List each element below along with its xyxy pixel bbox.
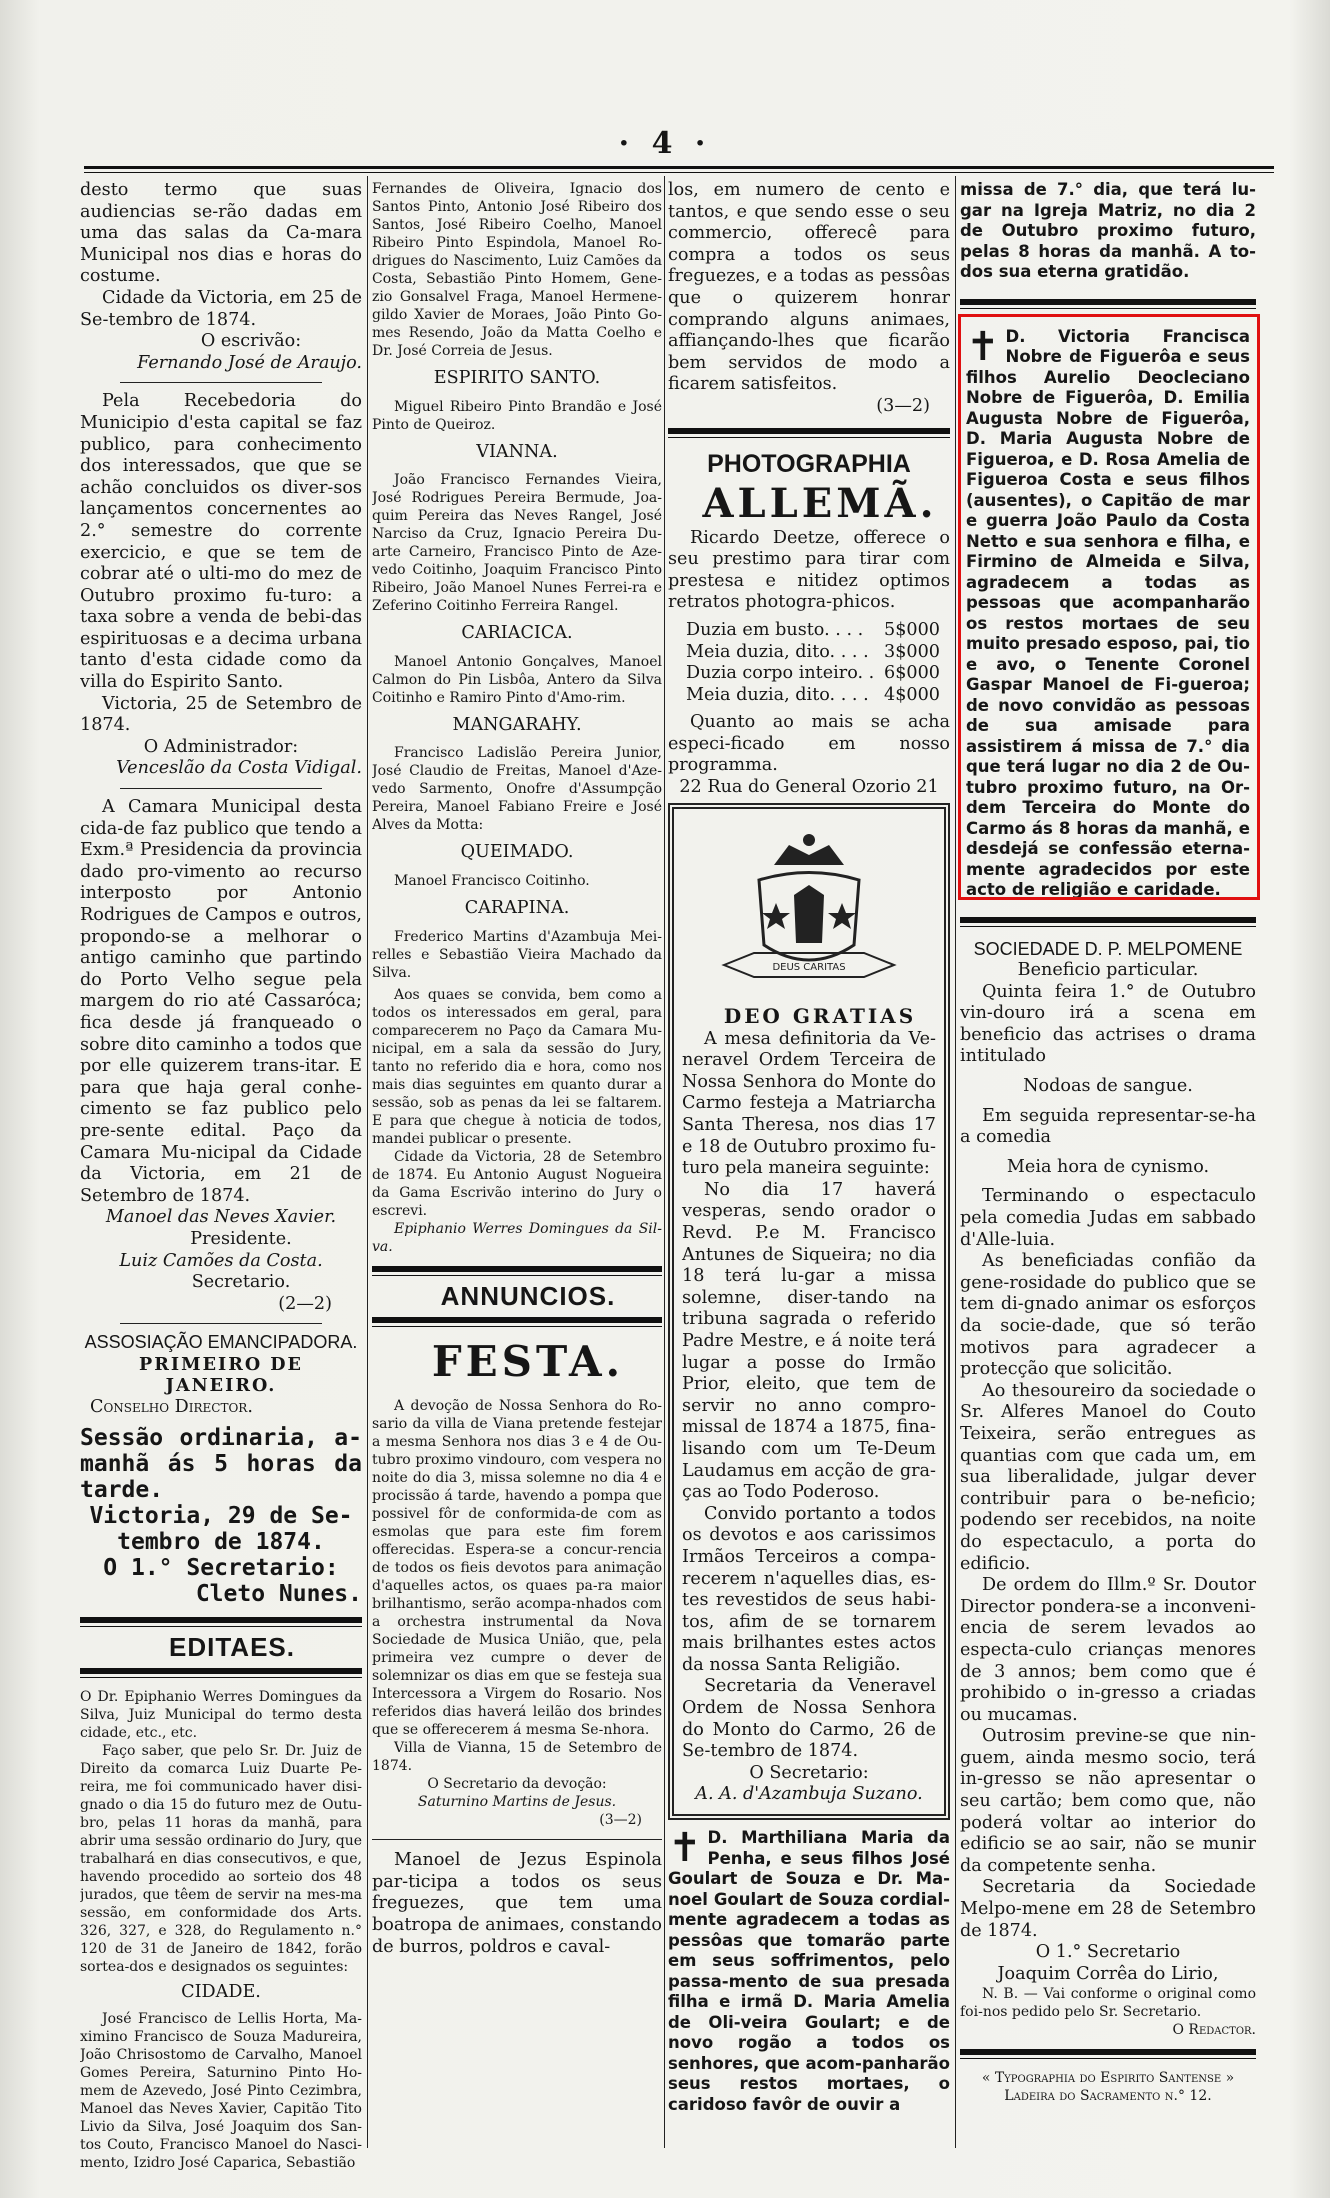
signature-title: O Administrador: [143, 736, 299, 757]
signature-title: O Secretario: [749, 1762, 869, 1783]
signature-name: Epiphanio Werres Domingues da Sil-va. [372, 1220, 662, 1255]
text-paragraph: Aos quaes se convida, bem como a todos os interessados em geral, para comparecerem no Paço da Camara Mu-nicipal, em a sala da sessão do Jury, tanto no referido dia e hora, como nos mais dias seguintes em quanto durar a sessão, sob as penas da lei se faltarem. E para que chegue à noticia de todos, mandei publicar o presente. [372, 986, 662, 1147]
issue-count: (2—2) [278, 1293, 332, 1314]
cross-icon: ✝ [668, 1825, 702, 1872]
text-paragraph: Frederico Martins d'Azambuja Mei-relles e Sebastião Vieira Machado da Silva. [372, 928, 662, 981]
divider [120, 382, 322, 383]
column-1 [80, 180, 362, 2172]
text-paragraph: De ordem do Illm.º Sr. Doutor Director pondera-se a inconveni-encia de serem levados ao especta-culo crianças menores de 3 annos; bem como que é prohibido o in-gresso a criadas ou mucamas. [960, 1575, 1256, 1725]
board-label: Conselho Director. [90, 1397, 253, 1418]
meeting-date: Victoria, 29 de Se-tembro de 1874. [89, 1502, 353, 1555]
festa-title: FESTA. [431, 1337, 625, 1387]
column-rule [664, 176, 665, 2148]
text-paragraph: Em seguida representar-se-ha a comedia [960, 1105, 1256, 1148]
society-subtitle: Beneficio particular. [1017, 960, 1199, 981]
signature-name: Saturnino Martins de Jesus. [417, 1794, 617, 1811]
text-paragraph: Secretaria da Veneravel Ordem de Nossa Senhora do Monto do Carmo, 26 de Se-tembro de 1874. [682, 1676, 936, 1762]
printer-address: Ladeira do Sacramento n.° 12. [1004, 2088, 1212, 2105]
text-paragraph: desto termo que suas audiencias se-rão dadas em uma das salas da Ca-mara Municipal nos dias e horas do costume. [80, 180, 362, 287]
editor-note: N. B. — Vai conforme o original como foi-nos pedido pelo Sr. Secretario. [960, 1986, 1256, 2021]
district-heading: VIANNA. [476, 441, 558, 462]
printer-name: « Typographia do Espirito Santense » [981, 2070, 1235, 2087]
obituary-figueroa: ✝ D. Victoria Francisca Nobre de Figuerôa e seus filhos Aurelio Deocleciano Nobre de Figuerôa, D. Emilia Augusta Nobre de Figuerôa, D. Maria Augusta Nobre de Figueroa, e D. Rosa Amelia de Figueroa Costa e seus filhos (ausentes), o Capitão de mar e guerra João Paulo da Costa Netto e sua senhora e filha, e Firmino de Almeida e Silva, agradecem a todas as pessoas que acompanharão os restos mortaes de seu muito presado esposo, pai, tio e avo, o Tenente Coronel Gaspar Manoel de Fi-gueroa; de novo convidão as pessoas de sua amisade para assistirem á missa de 7.° dia que terá lugar no dia 2 de Ou-tubro proximo futuro, na Or-dem Terceira do Monte do Carmo ás 8 horas da manhã, e desdejá se confessão eterna-mente agradecidos por este acto de religião e caridade. [966, 323, 1250, 899]
text-paragraph: Francisco Ladislão Pereira Junior, José Claudio de Freitas, Manoel d'Aze-vedo Sarmento, Onofre d'Assumpção Pereira, Manoel Fabiano Freire e José Alves da Motta: [372, 745, 662, 834]
play-title: Meia hora de cynismo. [1006, 1156, 1210, 1177]
price-row [668, 685, 950, 707]
price-item: Duzia corpo inteiro. . [686, 663, 875, 684]
page-number: · 4 · [618, 126, 712, 161]
text-paragraph: Villa de Vianna, 15 de Setembro de 1874. [372, 1740, 662, 1775]
highlight-box [958, 314, 1260, 900]
text-paragraph: As beneficiadas confião da gene-rosidade do publico que se tem di-gnado animar os esforços da socie-dade, que só terão motivos para agradecer a protecção que solicitão. [960, 1251, 1256, 1380]
column-3 [668, 180, 950, 2115]
secretary-title: O 1.° Secretario: [103, 1554, 339, 1581]
text-paragraph: João Francisco Fernandes Vieira, José Rodrigues Pereira Bermude, Joa-quim Pereira das Neves Rangel, José Narciso da Cruz, Ignacio Pereira Du-arte Carneiro, Francisco Pinto de Aze-vedo Coitinho, Joaquim Francisco Pinto Ribeiro, João Manoel Nunes Ferrei-ra e Zeferino Coitinho Ferreira Rangel. [372, 472, 662, 615]
text-paragraph: Convido portanto a todos os devotos e aos carissimos Irmãos Terceiros a compa-recerem n'aquelles dias, es-tes revestidos de seus habi-tos, afim de se tornarem mais brilhantes estes actos da nossa Santa Religião. [682, 1503, 936, 1675]
deo-gratias-notice [668, 803, 950, 1820]
column-rule [367, 176, 368, 2148]
text-paragraph: A mesa definitoria da Ve-neravel Ordem Terceira de Nossa Senhora do Monte do Carmo festeja a Matriarcha Santa Theresa, nos dias 17 e 18 de Outubro proximo fu-turo pela maneira seguinte: [682, 1028, 936, 1179]
obituary-goulart: ✝ D. Marthiliana Maria da Penha, e seus filhos José Goulart de Souza e Dr. Ma-noel Goulart de Souza cordial-mente agradecem a todas as pessôas que tomarão parte em seus soffrimentos, pelo passa-mento de sua presada filha e irmã D. Maria Amelia de Oli-veira Goulart; e de novo rogão a todos os senhores, que acom-panharão seus restos mortaes, o caridoso favôr de ouvir a [668, 1825, 950, 2114]
signature-title: Secretario. [191, 1272, 291, 1293]
section-divider [668, 428, 950, 438]
section-divider [960, 917, 1256, 927]
section-divider [80, 1668, 362, 1678]
section-divider [960, 299, 1256, 309]
association-subtitle: PRIMEIRO DE JANEIRO. [139, 1353, 303, 1397]
price-value: 3$000 [884, 641, 940, 662]
divider [372, 1839, 662, 1840]
text-paragraph: Secretaria da Sociedade Melpo-mene em 28 de Setembro de 1874. [960, 1877, 1256, 1941]
society-name: SOCIEDADE D. P. MELPOMENE [973, 938, 1243, 959]
photo-ad-subtitle: ALLEMÃ. [702, 479, 938, 527]
issue-count: (3—2) [599, 1812, 642, 1829]
address-line: 22 Rua do General Ozorio 21 [679, 777, 939, 798]
header-rule [84, 166, 1274, 173]
editor-signature: O Redactor. [1172, 2022, 1256, 2039]
district-heading: CARAPINA. [464, 897, 570, 918]
column-2 [372, 180, 662, 1958]
text-paragraph: Terminando o espectaculo pela comedia Judas em sabbado d'Alle-luia. [960, 1186, 1256, 1250]
photo-ad-title: PHOTOGRAPHIA [707, 449, 911, 478]
divider [120, 1323, 322, 1324]
price-value: 5$000 [884, 619, 940, 640]
signature-name: A. A. d'Azambuja Suzano. [695, 1784, 923, 1805]
text-paragraph: Manoel de Jezus Espinola par-ticipa a todos os seus freguezes, que tem uma boatropa de animaes, constando de burros, poldros e caval- [372, 1850, 662, 1957]
text-paragraph: O Dr. Epiphanio Werres Domingues da Silva, Juiz Municipal do termo desta cidade, etc., etc. [80, 1689, 362, 1742]
signature-name: Venceslão da Costa Vidigal. [116, 758, 362, 779]
price-item: Meia duzia, dito. . . . [686, 684, 869, 705]
meeting-notice: Sessão ordinaria, a-manhã ás 5 horas da tarde. [80, 1424, 362, 1503]
text-paragraph: Manoel Antonio Gonçalves, Manoel Calmon do Pin Lisbôa, Antero da Silva Coitinho e Ramiro Pinto d'Amo-rim. [372, 653, 662, 706]
obituary-goulart-continued: missa de 7.° dia, que terá lu-gar na Igreja Matriz, no dia 2 de Outubro proximo futuro, pelas 8 horas da manhã. A to-dos sua eterna gratidão. [960, 180, 1256, 281]
price-list [668, 620, 950, 706]
section-heading-editaes: EDITAES. [169, 1631, 295, 1662]
text-paragraph: Fernandes de Oliveira, Ignacio dos Santos Pinto, Antonio José Ribeiro dos Santos, José Ribeiro Coelho, Manoel Ribeiro Pinto Espindola, Manoel Ro-drigues do Nascimento, Luiz Camões da Costa, Sebastião Pinto Homem, Gene-zio Gonsalvel Fraga, Manoel Hermene-gildo Xavier de Moraes, João Pinto Go-mes Resendo, João da Matta Coelho e Dr. José Correia de Jesus. [372, 181, 662, 359]
text-paragraph: Quinta feira 1.° de Outubro vin-douro irá a scena em beneficio das actrises o drama intitulado [960, 981, 1256, 1067]
text-paragraph: Pela Recebedoria do Municipio d'esta capital se faz publico, para conhecimento dos interessados, que que se achão concluidos os diver-sos lançamentos concernentes ao 2.° semestre do corrente exercicio, e que se tem de cobrar até o ulti-mo do mez de Outubro proximo fu-turo: a taxa sobre a venda de bebi-das espirituosas e a decima urbana tanto d'esta cidade como da villa do Espirito Santo. [80, 391, 362, 693]
deo-gratias-title: DEO GRATIAS [723, 1003, 917, 1028]
text-paragraph: Manoel Francisco Coitinho. [394, 872, 590, 889]
association-name: ASSOSIAÇÃO EMANCIPADORA. [84, 1332, 358, 1353]
price-row [668, 642, 950, 664]
district-heading: ESPIRITO SANTO. [433, 368, 601, 388]
section-divider [80, 1617, 362, 1627]
section-heading-annuncios: ANNUNCIOS. [440, 1280, 616, 1311]
section-divider [372, 1266, 662, 1276]
text-paragraph: No dia 17 haverá vesperas, sendo orador o Revd. P.e M. Francisco Antunes de Siqueira; no dia 18 terá lu-gar a missa solemne, diser-tando na tribuna sagrada o referido Padre Mestre, e á noite terá lugar a posse do Irmão Prior, eleito, que tem de servir no anno compro-missal de 1874 a 1875, fina-lisando com um Te-Deum Laudamus em acção de gra-ças ao Todo Poderoso. [682, 1179, 936, 1503]
price-value: 4$000 [884, 684, 940, 705]
signature-title: O escrivão: [200, 331, 302, 352]
section-divider [372, 1317, 662, 1327]
price-row [668, 663, 950, 685]
district-heading: MANGARAHY. [452, 714, 582, 735]
column-rule [955, 176, 956, 2148]
text-paragraph: Quanto ao mais se acha especi-ficado em nosso programma. [668, 712, 950, 776]
signature-name: Luiz Camões da Costa. [119, 1250, 323, 1271]
signature-name: Joaquim Corrêa do Lirio, [997, 1963, 1219, 1984]
district-heading: CIDADE. [181, 1982, 261, 2003]
crown-emblem-icon [714, 825, 904, 995]
cross-icon: ✝ [966, 323, 1000, 370]
text-paragraph: Cidade da Victoria, 28 de Setembro de 1874. Eu Antonio August Nogueira da Gama Escrivão interino do Jury o escrevi. [372, 1148, 662, 1219]
text-paragraph: Ricardo Deetze, offerece o seu prestimo para tirar com prestesa e nitidez optimos retratos photogra-phicos. [668, 527, 950, 613]
emblem-banner-text: DEUS CARITAS [772, 961, 846, 973]
text-paragraph: José Francisco de Lellis Horta, Ma-ximino Francisco de Souza Madureira, João Chrisostomo de Carvalho, Manoel Gomes Pereira, Saturnino Pinto Ho-mem de Azevedo, José Pinto Cezimbra, Manoel das Neves Xavier, Capitão Tito Livio da Silva, José Joaquim dos San-tos Couto, Francisco Manoel do Nasci-mento, Izidro José Caparica, Sebastião [80, 2010, 362, 2171]
price-item: Duzia em busto. . . . [686, 619, 864, 640]
text-paragraph: Outrosim previne-se que nin-guem, ainda mesmo socio, terá in-gresso se não apresentar o seu cartão; bem como que, não poderá voltar ao interior do edificio se ao sair, não se munir da competente senha. [960, 1726, 1256, 1876]
secretary-name: Cleto Nunes. [195, 1580, 362, 1607]
issue-count: (3—2) [876, 395, 930, 416]
text-paragraph: Faço saber, que pelo Sr. Dr. Juiz de Direito da comarca Luiz Duarte Pe-reira, me foi communicado haver disi-gnado o dia 15 do futuro mez de Outu-bro, pelas 11 horas da manhã, para abrir uma sessão ordinario do Jury, que trabalhará en dias consecutivos, e que, havendo procedido ao sorteio dos 48 jurados, que têem de servir na mes-ma sessão, em conformidade dos Arts. 326, 327, e 328, do Regulamento n.° 120 de 31 de Janeiro de 1842, forão sortea-dos e designados os seguintes: [80, 1743, 362, 1976]
price-item: Meia duzia, dito. . . . [686, 641, 869, 662]
signature-name: Fernando José de Araujo. [137, 352, 362, 373]
text-paragraph: Victoria, 25 de Setembro de 1874. [80, 693, 362, 736]
text-paragraph: los, em numero de cento e tantos, e que sendo esse o seu commercio, offerecê para compra a todos os seus freguezes, e a todas as pessôas que o quizerem honrar comprando alguns animaes, affiançando-lhes que ficarão bem servidos de modo a ficarem satisfeitos. [668, 180, 950, 395]
signature-title: Presidente. [190, 1228, 292, 1249]
play-title: Nodoas de sangue. [1023, 1076, 1193, 1097]
signature-title: O Secretario da devoção: [427, 1776, 607, 1793]
price-value: 6$000 [884, 663, 940, 684]
section-divider [960, 2049, 1256, 2059]
text-paragraph: Ao thesoureiro da sociedade o Sr. Alferes Manoel do Couto Teixeira, serão entregues as quantias com que cada um, em sua liberalidade, julgar dever contribuir para o be-neficio; podendo ser recebidos, na noite do espectaculo, a porta do edificio. [960, 1380, 1256, 1574]
text-paragraph: Cidade da Victoria, em 25 de Se-tembro de 1874. [80, 287, 362, 330]
divider [120, 788, 322, 789]
signature-name: Manoel das Neves Xavier. [105, 1207, 337, 1228]
price-row [668, 620, 950, 642]
district-heading: CARIACICA. [461, 623, 573, 644]
text-paragraph: A devoção de Nossa Senhora do Ro-sario da villa de Viana pretende festejar a mesma Senhora nos dias 3 e 4 de Ou-tubro proximo vindouro, com vespera no noite do dia 3, missa solemne no dia 4 e procissão á tarde, havendo a pompa que possivel fôr de conformida-de com as esmolas que para este fim forem offerecidas. Espera-se a concur-rencia de todos os fieis devotos para animação d'aquelles actos, os quaes pa-ra maior brilhantismo, serão acompa-nhados com a orchestra instrumental da Nova Sociedade de Musica União, que, pela primeira vez cumpre o dever de solemnizar os dias em que se festeja sua Intercessora a Virgem do Rosario. Nos referidos dias haverá leilão dos brindes que se offerecerem á mesma Se-nhora. [372, 1398, 662, 1739]
text-paragraph: A Camara Municipal desta cida-de faz publico que tendo a Exm.ª Presidencia da provincia dado pro-vimento ao recurso interposto por Antonio Rodrigues de Campos e outros, propondo-se a melhorar o antigo caminho que partindo do Porto Velho segue pela margem do rio até Cassaróca; fica desde já franqueado o sobre dito caminho a todos que por elle quizerem trans-itar. E para que haja geral conhe-cimento se faz publico pelo pre-sente edital. Paço da Camara Mu-nicipal da Cidade da Victoria, em 21 de Setembro de 1874. [80, 797, 362, 1206]
text-paragraph: Miguel Ribeiro Pinto Brandão e José Pinto de Queiroz. [372, 398, 662, 433]
signature-title: O 1.° Secretario [1035, 1942, 1181, 1963]
district-heading: QUEIMADO. [460, 842, 574, 863]
